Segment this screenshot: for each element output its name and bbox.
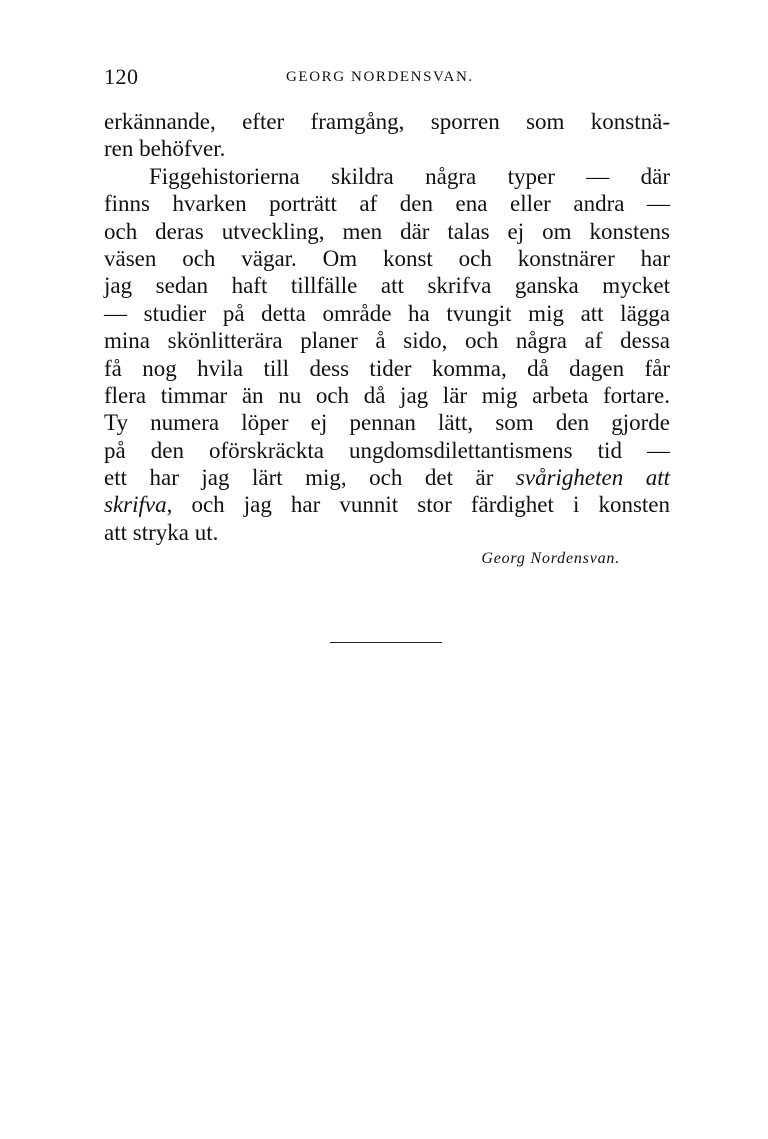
text-line: att stryka ut. [104, 519, 219, 545]
text-run: , och jag har vunnit stor färdighet i konsten [166, 492, 670, 518]
text-line [104, 491, 670, 518]
text-line: flera timmar än nu och då jag lär mig arbeta fortare. [104, 382, 670, 408]
text-line: mina skönlitterära planer å sido, och några af dessa [104, 328, 670, 354]
page-number: 120 [104, 64, 139, 89]
text-line: ren behöfver. [104, 136, 226, 162]
body-text [104, 108, 670, 568]
italic-word: skrifva [104, 492, 167, 518]
text-line: jag sedan haft tillfälle att skrifva ganska mycket [104, 273, 670, 299]
text-line: och deras utveckling, men där talas ej om konstens [104, 218, 670, 244]
section-end-rule [330, 642, 442, 643]
text-line: Figgehistorierna skildra några typer — där [149, 163, 670, 189]
text-line [104, 464, 670, 491]
italic-phrase: svårigheten att [515, 465, 671, 491]
text-run: ett har jag lärt mig, och det är [104, 465, 516, 491]
text-line: få nog hvila till dess tider komma, då dagen får [104, 355, 670, 381]
text-line: finns hvarken porträtt af den ena eller andra — [104, 191, 670, 217]
text-line: väsen och vägar. Om konst och konstnärer har [104, 245, 670, 271]
text-line: erkännande, efter framgång, sporren som konstnä- [104, 109, 670, 134]
author-signature: Georg Nordensvan. [481, 550, 620, 568]
running-head [104, 64, 670, 94]
text-line: — studier på detta område ha tvungit mig att lägga [104, 300, 670, 326]
text-line: på den oförskräckta ungdomsdilettantismens tid — [104, 437, 670, 463]
book-page [104, 64, 670, 568]
running-head-title: GEORG NORDENSVAN. [286, 69, 474, 85]
text-line: Ty numera löper ej pennan lätt, som den gjorde [104, 410, 670, 436]
